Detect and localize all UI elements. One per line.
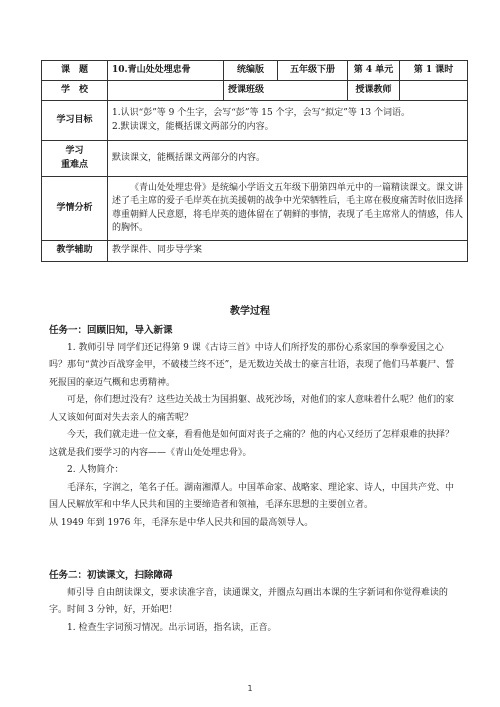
- page-number: 1: [247, 684, 253, 693]
- table-row-school: [42, 81, 468, 101]
- key-points-text: 默读课文，能概括课文两部分的内容。: [108, 141, 468, 177]
- table-row-lesson: [42, 61, 468, 81]
- goal-item: 2.默读课文，能概括课文两部分的内容。: [112, 121, 274, 132]
- task2-paragraph: 1. 检查生字词预习情况。出示词语，指名读，正音。: [67, 622, 277, 633]
- grade: 五年级下册: [278, 61, 348, 81]
- task1-title: 任务一：回顾旧知，导入新课: [49, 325, 173, 336]
- table-row-key-points: [42, 141, 468, 177]
- school-value: [108, 81, 224, 101]
- analysis-text: 《青山处处埋忠骨》是统编小学语文五年级下册第四单元中的一篇精读课文。课文讲述了毛主席的爱子毛岸英在抗美援朝的战争中光荣牺牲后，毛主席在极度痛苦时依旧选择尊重朝鲜人民意愿，将毛岸英的遗体留在了朝鲜的事情，表现了毛主席常人的情感，伟人的胸怀。: [108, 177, 468, 241]
- school-label: 学 校: [42, 81, 108, 101]
- analysis-label: 学情分析: [42, 177, 108, 241]
- task2-title: 任务二：初读课文，扫除障碍: [49, 570, 173, 581]
- goal-item: 1.认识“彭”等 9 个生字，会写“彭”等 15 个字，会写“拟定”等 13 个词语。: [112, 108, 410, 119]
- teacher-label: 授课教师: [348, 81, 400, 101]
- aids-text: 教学课件、同步导学案: [108, 241, 468, 262]
- task1-paragraph: 今天，我们就走进一位文豪，看看他是如何面对丧子之痛的？他的内心又经历了怎样艰难的抉择？这就是我们要学习的内容——《青山处处埋忠骨》。: [49, 430, 455, 458]
- task1-paragraph: 毛泽东，字润之，笔名子任。湖南湘潭人。中国革命家、战略家、理论家、诗人，中国共产党、中国人民解放军和中华人民共和国的主要缔造者和领袖，毛泽东思想的主要创立者。: [49, 482, 455, 510]
- goals-content: [108, 101, 468, 141]
- aids-label: 教学辅助: [42, 241, 108, 262]
- task1-paragraph: 1. 教师引导 同学们还记得第 9 课《古诗三首》中诗人们所抒发的那份心系家国的拳拳爱国之心吗？那句“黄沙百战穿金甲，不破楼兰终不还”，是无数边关战士的豪言壮语，表现了他们马革裹尸、誓死报国的豪迈气概和忠勇精神。: [49, 342, 455, 388]
- task1-section: [49, 322, 461, 532]
- period: 第 1 课时: [400, 61, 468, 81]
- table-row-goals: [42, 101, 468, 141]
- unit: 第 4 单元: [348, 61, 400, 81]
- task1-paragraph: 可是，你们想过没有？这些边关战士为国捐躯、战死沙场，对他们的家人意味着什么呢？他们的家人又该如何面对失去亲人的痛苦呢？: [49, 395, 455, 423]
- key-points-label-line1: 学习: [65, 146, 84, 157]
- class-label: 授课班级: [224, 81, 348, 101]
- task2-section: [49, 567, 461, 637]
- table-row-aids: [42, 241, 468, 262]
- teacher-value: [400, 81, 468, 101]
- process-title: 教学过程: [230, 306, 270, 317]
- table-row-analysis: [42, 177, 468, 241]
- task2-paragraph: 师引导 自由朗读课文，要求读准字音，读通课文，并圈点勾画出本课的生字新词和你觉得难读的字。时间 3 分钟，好，开始吧！: [49, 587, 448, 615]
- task1-paragraph: 2. 人物简介：: [67, 465, 124, 475]
- lesson-title: 10.青山处处埋忠骨: [108, 61, 224, 81]
- task1-paragraph: 从 1949 年到 1976 年，毛泽东是中华人民共和国的最高领导人。: [49, 517, 314, 528]
- lesson-label: 课 题: [42, 61, 108, 81]
- key-points-label-line2: 重难点: [60, 159, 88, 170]
- edition: 统编版: [224, 61, 278, 81]
- lesson-info-table: [41, 60, 468, 262]
- key-points-label: [42, 141, 108, 177]
- goals-label: 学习目标: [42, 101, 108, 141]
